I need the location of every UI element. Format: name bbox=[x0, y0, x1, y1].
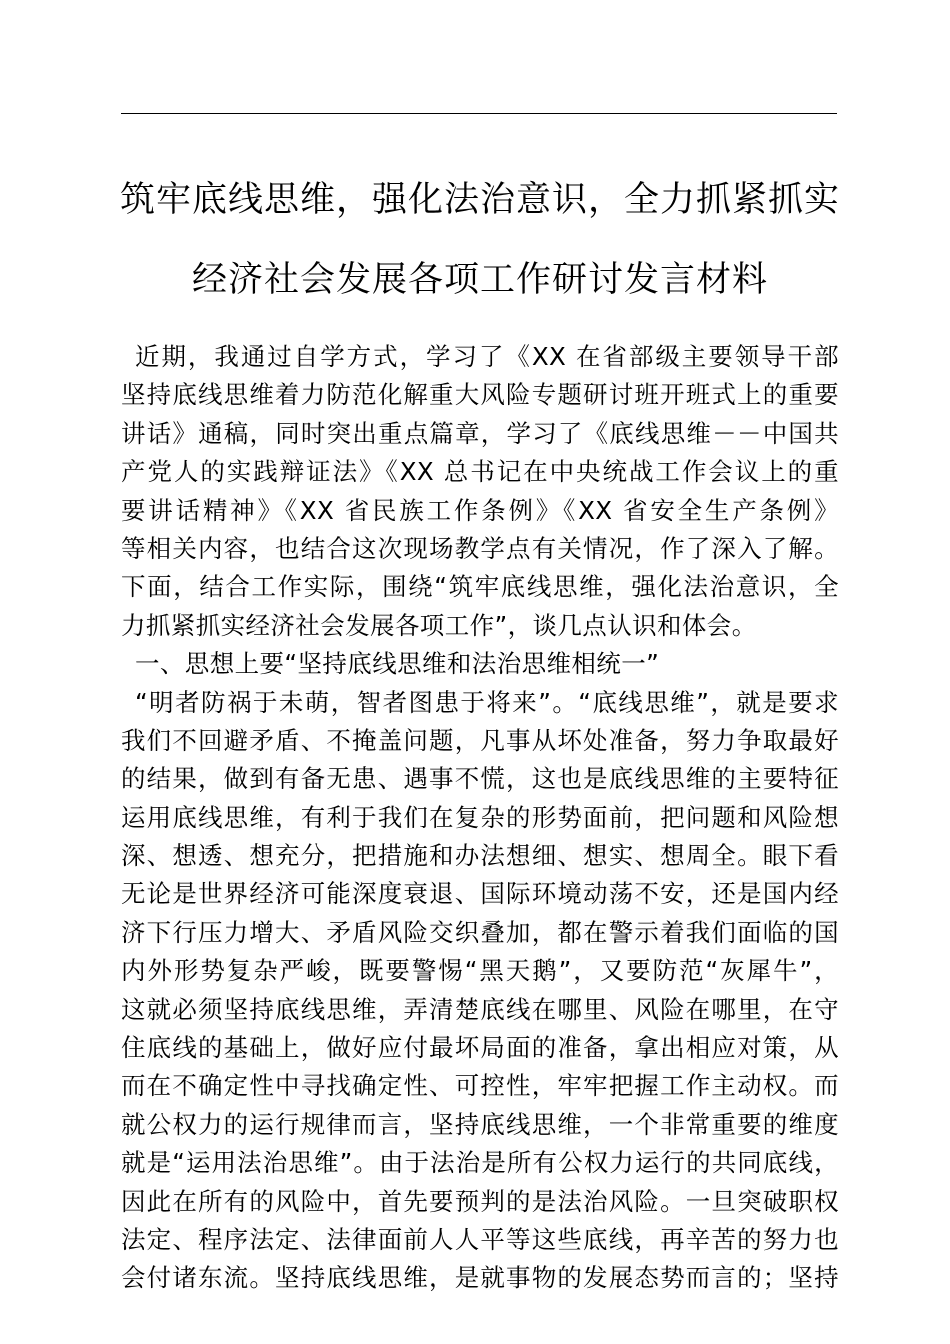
section-heading: 一、思想上要“坚持底线思维和法治思维相统一” bbox=[135, 649, 660, 679]
text-line: 深、想透、想充分，把措施和办法想细、想实、想周全。眼下看 bbox=[121, 841, 839, 871]
text-line: 要讲话精神》《XX 省民族工作条例》《XX 省安全生产条例》 bbox=[121, 495, 839, 525]
text-line: 会付诸东流。坚持底线思维，是就事物的发展态势而言的；坚持 bbox=[121, 1263, 839, 1293]
document-body bbox=[121, 338, 839, 1298]
text-line: 的结果，做到有备无患、遇事不慌，这也是底线思维的主要特征 bbox=[121, 764, 839, 794]
text-line: 运用底线思维，有利于我们在复杂的形势面前，把问题和风险想 bbox=[121, 802, 839, 832]
text-line: 内外形势复杂严峻，既要警惕“黑天鹅”，又要防范“灰犀牛”， bbox=[121, 956, 839, 986]
text-line: 力抓紧抓实经济社会发展各项工作”，谈几点认识和体会。 bbox=[121, 610, 757, 640]
text-line: 因此在所有的风险中，首先要预判的是法治风险。一旦突破职权 bbox=[121, 1186, 839, 1216]
title-line-1: 筑牢底线思维，强化法治意识，全力抓紧抓实 bbox=[119, 180, 840, 220]
text-line: 讲话》通稿，同时突出重点篇章，学习了《底线思维－－中国共 bbox=[121, 418, 839, 448]
text-line: 就公权力的运行规律而言，坚持底线思维，一个非常重要的维度 bbox=[121, 1109, 839, 1139]
text-line: 近期，我通过自学方式，学习了《XX 在省部级主要领导干部 bbox=[135, 342, 839, 371]
text-line: 就是“运用法治思维”。由于法治是所有公权力运行的共同底线， bbox=[121, 1148, 839, 1178]
text-line: 我们不回避矛盾、不掩盖问题，凡事从坏处准备，努力争取最好 bbox=[121, 725, 839, 755]
text-line: 产党人的实践辩证法》《XX 总书记在中央统战工作会议上的重 bbox=[121, 457, 839, 487]
text-line: 住底线的基础上，做好应付最坏局面的准备，拿出相应对策，从 bbox=[121, 1033, 839, 1063]
text-line: 等相关内容，也结合这次现场教学点有关情况，作了深入了解。 bbox=[121, 533, 839, 563]
text-line: 坚持底线思维着力防范化解重大风险专题研讨班开班式上的重要 bbox=[121, 380, 839, 410]
text-line: 而在不确定性中寻找确定性、可控性，牢牢把握工作主动权。而 bbox=[121, 1071, 839, 1101]
text-line: 下面，结合工作实际，围绕“筑牢底线思维，强化法治意识，全 bbox=[121, 572, 839, 602]
text-line: 济下行压力增大、矛盾风险交织叠加，都在警示着我们面临的国 bbox=[121, 917, 839, 947]
text-line: 法定、程序法定、法律面前人人平等这些底线，再辛苦的努力也 bbox=[121, 1224, 839, 1254]
document-title bbox=[110, 160, 850, 320]
text-line: 无论是世界经济可能深度衰退、国际环境动荡不安，还是国内经 bbox=[121, 879, 839, 909]
title-line-2: 经济社会发展各项工作研讨发言材料 bbox=[191, 260, 768, 300]
paragraph-intro bbox=[121, 338, 839, 645]
text-line: 这就必须坚持底线思维，弄清楚底线在哪里、风险在哪里，在守 bbox=[121, 994, 839, 1024]
header-rule bbox=[121, 113, 837, 114]
paragraph-bottom-line-thinking bbox=[121, 684, 839, 1298]
text-line: “明者防祸于未萌，智者图患于将来”。“底线思维”，就是要求 bbox=[135, 687, 839, 717]
